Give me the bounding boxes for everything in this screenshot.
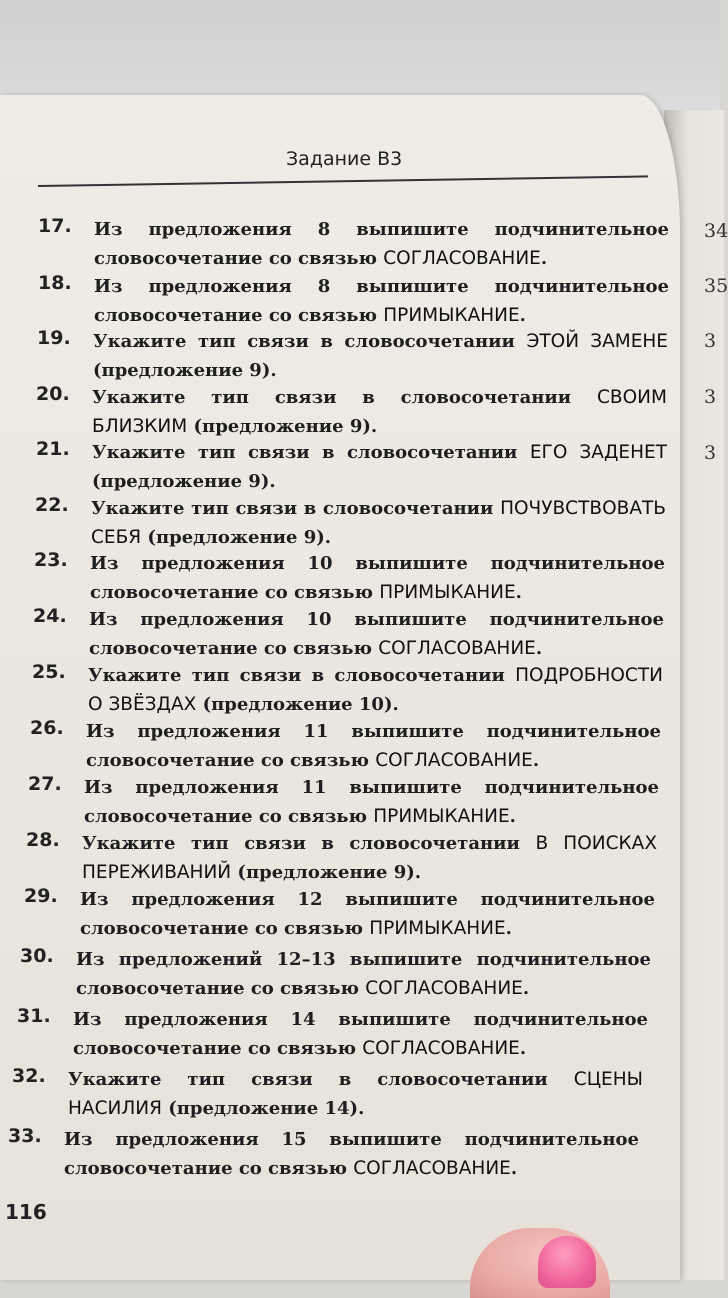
task-text: Из предложения 10 выпишите подчинительное словосочетание со связью СОГЛАСОВАНИЕ.	[89, 609, 664, 659]
task-number: 27.	[28, 773, 62, 795]
task-number: 20.	[36, 383, 70, 405]
task-number: 17.	[38, 215, 72, 237]
task-keyword: ПРИМЫКАНИЕ	[383, 305, 520, 326]
task-keyword: СЦЕНЫ НАСИЛИЯ	[68, 1069, 643, 1119]
task-number: 29.	[24, 885, 58, 907]
task-text: Укажите тип связи в словосочетании СЦЕНЫ НАСИЛИЯ (предложение 14).	[68, 1069, 643, 1119]
task-text: Укажите тип связи в словосочетании ПОЧУВСТВОВАТЬ СЕБЯ (предложение 9).	[91, 498, 666, 548]
next-page-number: 3	[704, 442, 717, 464]
next-page-number: 3	[704, 386, 717, 408]
header-rule	[38, 175, 648, 187]
task-text: Из предложения 15 выпишите подчинительное словосочетание со связью СОГЛАСОВАНИЕ.	[64, 1129, 639, 1179]
task-text: Укажите тип связи в словосочетании ЭТОЙ ЗАМЕНЕ (предложение 9).	[93, 331, 668, 381]
fingernail	[538, 1236, 596, 1288]
task-keyword: ЭТОЙ ЗАМЕНЕ	[526, 331, 668, 352]
task-keyword: СВОИМ БЛИЗКИМ	[92, 387, 667, 437]
task-number: 31.	[17, 1005, 51, 1027]
next-page-number: 35	[704, 275, 728, 297]
task-text: Из предложения 12 выпишите подчинительное словосочетание со связью ПРИМЫКАНИЕ.	[80, 889, 655, 939]
task-keyword: ПОДРОБНОСТИ О ЗВЁЗДАХ	[88, 665, 663, 715]
task-keyword: СОГЛАСОВАНИЕ	[378, 638, 536, 659]
task-text: Из предложения 8 выпишите подчинительное словосочетание со связью ПРИМЫКАНИЕ.	[94, 276, 669, 326]
task-keyword: В ПОИСКАХ ПЕРЕЖИВАНИЙ	[82, 833, 657, 883]
task-number: 28.	[26, 829, 60, 851]
task-text: Из предложения 11 выпишите подчинительное словосочетание со связью ПРИМЫКАНИЕ.	[84, 777, 659, 827]
task-keyword: ЕГО ЗАДЕНЕТ	[529, 442, 667, 463]
page-number: 116	[5, 1200, 47, 1224]
next-page-number: 34	[704, 220, 728, 242]
task-number: 26.	[30, 717, 64, 739]
task-text: Укажите тип связи в словосочетании В ПОИСКАХ ПЕРЕЖИВАНИЙ (предложение 9).	[82, 833, 657, 883]
task-keyword: СОГЛАСОВАНИЕ	[375, 750, 533, 771]
next-page-number: 3	[704, 330, 717, 352]
task-text: Из предложения 14 выпишите подчинительное словосочетание со связью СОГЛАСОВАНИЕ.	[73, 1009, 648, 1059]
task-keyword: СОГЛАСОВАНИЕ	[365, 978, 523, 999]
task-keyword: ПРИМЫКАНИЕ	[373, 806, 510, 827]
task-text: Из предложений 12–13 выпишите подчинительное словосочетание со связью СОГЛАСОВАНИЕ.	[76, 949, 651, 999]
task-keyword: СОГЛАСОВАНИЕ	[383, 248, 541, 269]
task-number: 24.	[33, 605, 67, 627]
task-keyword: ПРИМЫКАНИЕ	[369, 918, 506, 939]
task-number: 25.	[32, 661, 66, 683]
task-text: Из предложения 8 выпишите подчинительное словосочетание со связью СОГЛАСОВАНИЕ.	[94, 219, 669, 269]
task-number: 22.	[35, 494, 69, 516]
task-keyword: ПРИМЫКАНИЕ	[379, 582, 516, 603]
task-number: 21.	[36, 438, 70, 460]
task-text: Укажите тип связи в словосочетании ПОДРОБНОСТИ О ЗВЁЗДАХ (предложение 10).	[88, 665, 663, 715]
book-page	[0, 95, 680, 1280]
task-keyword: СОГЛАСОВАНИЕ	[362, 1038, 520, 1059]
task-text: Укажите тип связи в словосочетании ЕГО ЗАДЕНЕТ (предложение 9).	[92, 442, 667, 492]
task-number: 30.	[20, 945, 54, 967]
task-keyword: СОГЛАСОВАНИЕ	[353, 1158, 511, 1179]
task-text: Из предложения 10 выпишите подчинительное словосочетание со связью ПРИМЫКАНИЕ.	[90, 553, 665, 603]
task-number: 33.	[8, 1125, 42, 1147]
task-number: 23.	[34, 549, 68, 571]
page-header-title: Задание В3	[286, 148, 403, 170]
task-number: 32.	[12, 1065, 46, 1087]
task-text: Укажите тип связи в словосочетании СВОИМ БЛИЗКИМ (предложение 9).	[92, 387, 667, 437]
task-keyword: ПОЧУВСТВОВАТЬ СЕБЯ	[91, 498, 666, 548]
task-number: 19.	[37, 327, 71, 349]
task-number: 18.	[38, 272, 72, 294]
task-text: Из предложения 11 выпишите подчинительное словосочетание со связью СОГЛАСОВАНИЕ.	[86, 721, 661, 771]
background	[0, 0, 720, 110]
